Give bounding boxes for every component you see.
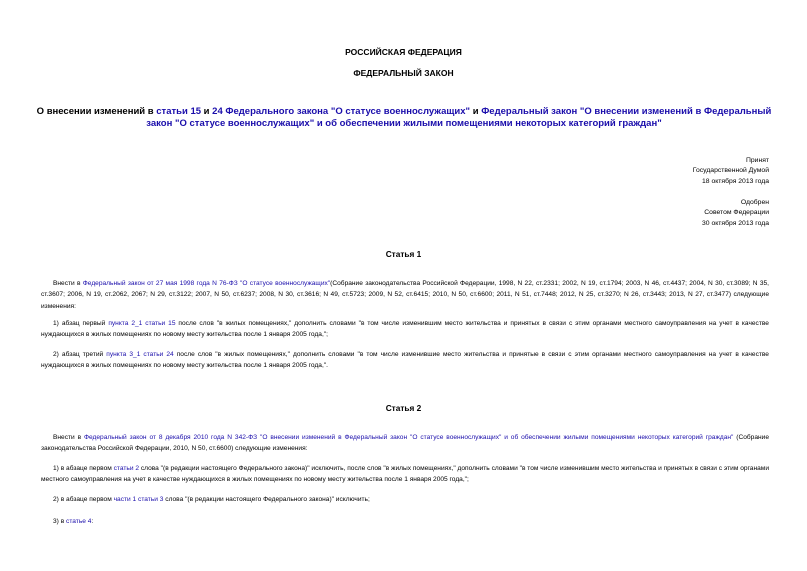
article-2-item-3 bbox=[41, 516, 769, 527]
article-1-item-1-link[interactable]: пункта 2_1 статьи 15 bbox=[108, 320, 176, 327]
approved-label: Одобрен bbox=[740, 199, 769, 206]
title-text-1: О внесении изменений в bbox=[36, 106, 157, 117]
title-link-amending-law[interactable]: Федеральный закон "О внесении изменений в Федеральный закон "О статусе военнослужащих" и об обеспечении жилыми помещениями некоторых категорий граждан" bbox=[146, 106, 772, 129]
title-text-4: и bbox=[470, 106, 482, 117]
adoption-block bbox=[693, 156, 769, 187]
article-1-item-2-post: после слов "в жилых помещениях," дополнить словами "в том числе изменившие место жительства и принятые в связи с этим органами местного самоуправления на учет в качестве нуждающихся в жилых помещениях по новому месту жительства после 1 января 2005 года,". bbox=[41, 351, 769, 370]
country-heading: РОССИЙСКАЯ ФЕДЕРАЦИЯ bbox=[345, 47, 462, 57]
approved-by: Советом Федерации bbox=[704, 209, 769, 217]
article-1-intro-citation: (Собрание законодательства Российской Федерации, 1998, N 22, ст.2331; 2002, N 19, ст.1794; 2003, N 46, ст.4437; 2004, N 30, ст.3089; N 35, ст.3607; 2006, N 19, ст.2062, 2067; N 29, ст.3122; 2007, N 50, ст.6237; 2008, N 30, ст.3616; N 49, ст.5723; 2009, N 52, ст.6415; 2010, N 50, ст.6600; 2011, N 51, ст.7448; 2012, N 25, ст.3270; N 26, ст.3443; 2013, N 27, ст.3477) следующие изменения: bbox=[41, 280, 769, 310]
article-2-item-2 bbox=[41, 494, 769, 505]
title-text-3[interactable]: Федерального закона "О статусе военнослужащих" bbox=[222, 106, 471, 117]
title-link-article-24[interactable]: 24 bbox=[212, 106, 223, 117]
title-text-2: и bbox=[201, 106, 213, 117]
law-type-heading: ФЕДЕРАЛЬНЫЙ ЗАКОН bbox=[353, 68, 454, 78]
adopted-by: Государственной Думой bbox=[692, 167, 769, 175]
article-1-intro bbox=[41, 278, 769, 312]
article-2-heading: Статья 2 bbox=[385, 403, 422, 413]
adopted-date: 18 октября 2013 года bbox=[702, 177, 769, 185]
article-2-item-2-post: слова "(в редакции настоящего Федерального закона)" исключить; bbox=[163, 496, 370, 503]
article-2-intro bbox=[41, 432, 769, 455]
article-1-item-1 bbox=[41, 318, 769, 341]
article-2-item-2-link[interactable]: части 1 статьи 3 bbox=[113, 496, 164, 503]
article-1-intro-text: Внести в bbox=[53, 280, 83, 287]
article-2-law-link[interactable]: Федеральный закон от 8 декабря 2010 года N 342-ФЗ "О внесении изменений в Федеральный закон "О статусе военнослужащих" и об обеспечении жилыми помещениями некоторых категорий граждан" bbox=[84, 434, 734, 441]
article-2-item-1 bbox=[41, 463, 769, 486]
article-1-law-link[interactable]: Федеральный закон от 27 мая 1998 года N 76-ФЗ "О статусе военнослужащих" bbox=[82, 280, 331, 287]
article-2-item-3-post: : bbox=[91, 518, 94, 525]
article-2-item-3-pre: 3) в bbox=[53, 518, 67, 525]
article-2-item-3-link[interactable]: статье 4 bbox=[66, 518, 92, 525]
article-1-heading: Статья 1 bbox=[385, 249, 422, 259]
approval-block bbox=[702, 198, 769, 229]
article-1-item-1-post: после слов "в жилых помещениях," дополнить словами "в том числе изменившим место жительства и принятых в связи с этим органами местного самоуправления на учет в качестве нуждающихся в жилых помещениях по новому месту жительства после 1 января 2005 года,"; bbox=[41, 320, 769, 339]
article-1-item-2-link[interactable]: пункта 3_1 статьи 24 bbox=[106, 351, 174, 358]
article-2-item-1-post: слова "(в редакции настоящего Федерального закона)" исключить, после слов "в жилых помещениях," дополнить словами "в том числе изменившим место жительства и принятых в связи с этим органами местного самоуправления на учет в качестве нуждающихся в жилых помещениях по новому месту жительства после 1 января 2005 года,"; bbox=[41, 465, 769, 484]
article-1-item-2-pre: 2) абзац третий bbox=[53, 351, 107, 358]
article-2-intro-citation: (Собрание законодательства Российской Федерации, 2010, N 50, ст.6600) следующие изменения: bbox=[41, 434, 770, 453]
title-link-article-15[interactable]: статьи 15 bbox=[156, 106, 202, 117]
article-1-item-1-pre: 1) абзац первый bbox=[53, 320, 109, 327]
approved-date: 30 октября 2013 года bbox=[702, 219, 769, 227]
law-title bbox=[36, 106, 772, 130]
article-1-item-2 bbox=[41, 349, 769, 372]
article-2-item-1-pre: 1) в абзаце первом bbox=[53, 465, 114, 472]
article-2-item-2-pre: 2) в абзаце первом bbox=[53, 496, 114, 503]
article-2-item-1-link[interactable]: статьи 2 bbox=[113, 465, 140, 472]
adopted-label: Принят bbox=[745, 157, 769, 164]
article-2-intro-text: Внести в bbox=[53, 434, 84, 441]
